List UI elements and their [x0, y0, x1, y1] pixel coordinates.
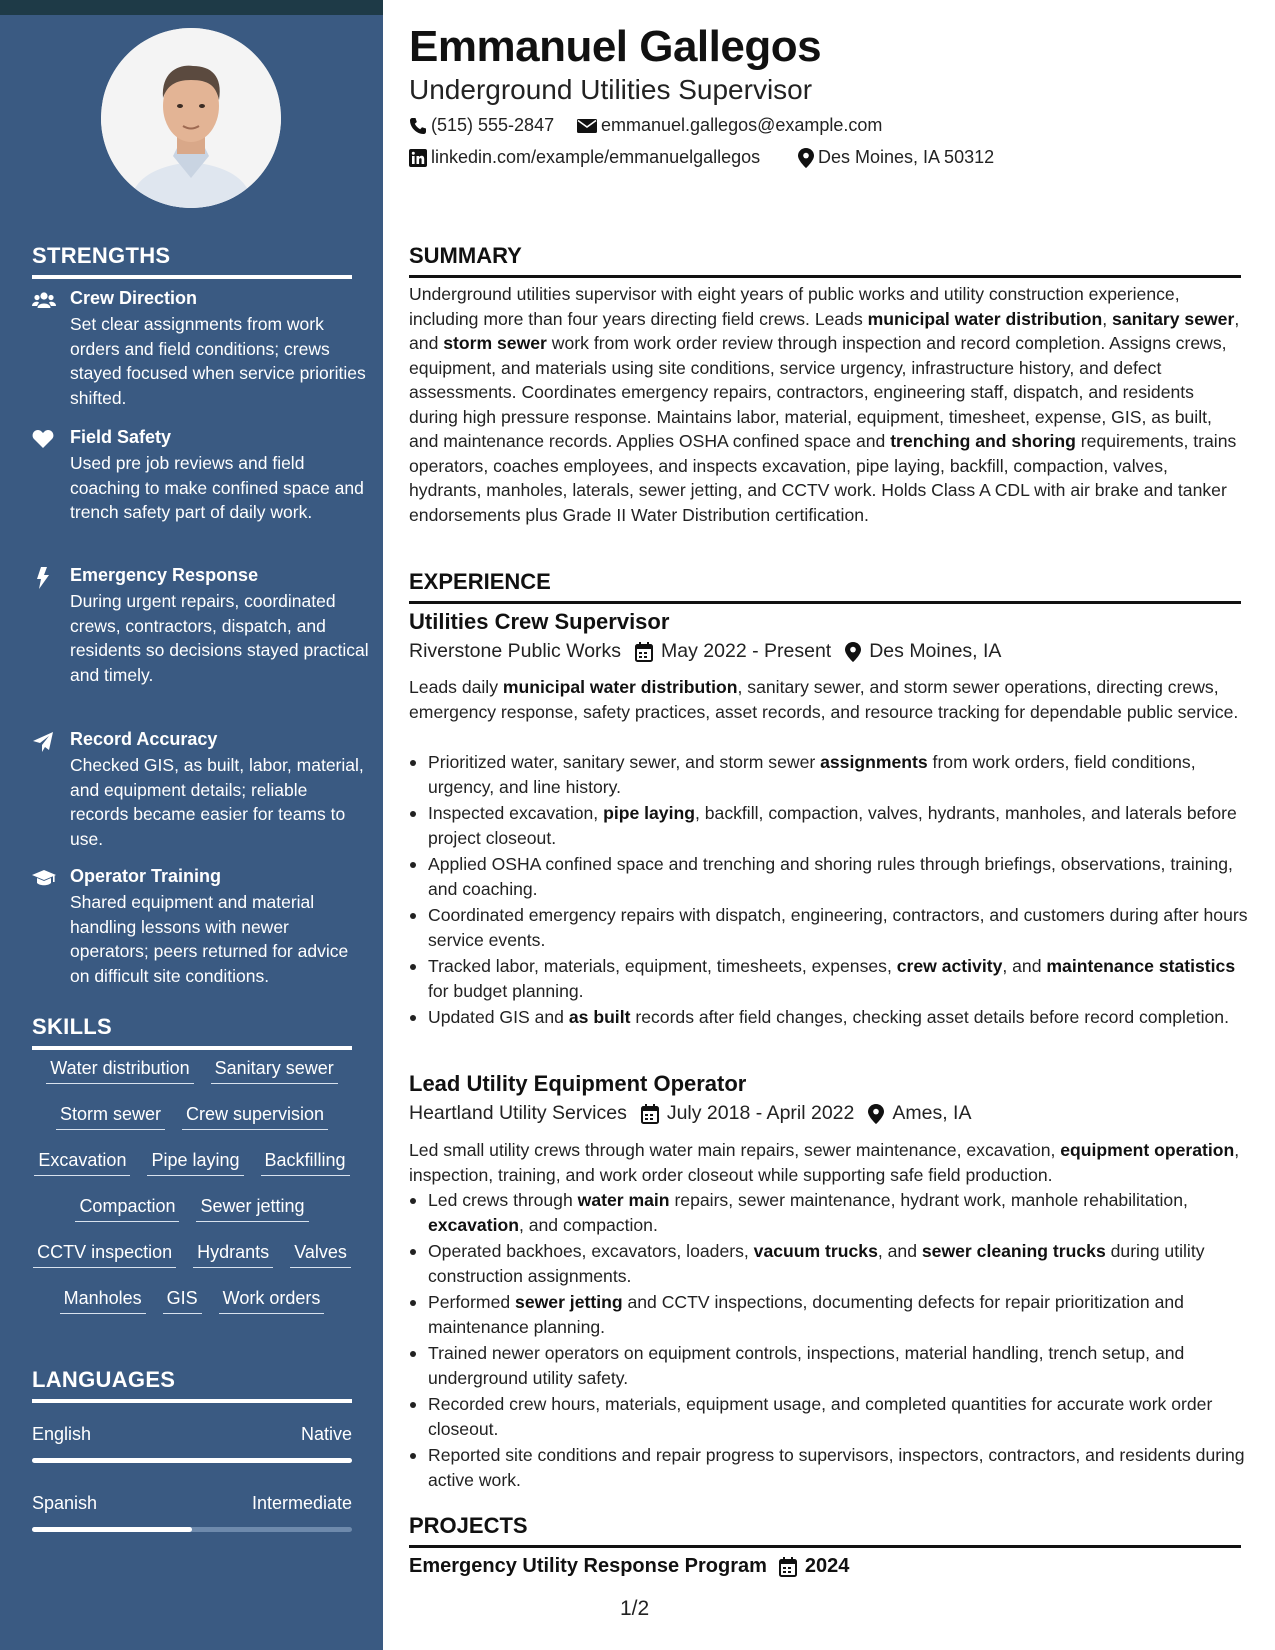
job-bullet: Reported site conditions and repair progress to supervisors, inspectors, contractors, and residents during active work.	[428, 1443, 1260, 1492]
job-bullets	[409, 750, 1260, 1032]
skill-tag: CCTV inspection	[33, 1242, 176, 1268]
language-level: Intermediate	[251, 1493, 352, 1513]
skill-tag: Sewer jetting	[196, 1196, 308, 1222]
job-bullet: Trained newer operators on equipment controls, inspections, material handling, trench setup, and underground utility safety.	[428, 1341, 1260, 1390]
skill-tag: Work orders	[219, 1288, 325, 1314]
language-bar	[32, 1458, 352, 1463]
calendar-icon	[641, 1104, 659, 1124]
calendar-icon	[635, 642, 653, 662]
skill-tag: Valves	[290, 1242, 351, 1268]
location-text: Des Moines, IA 50312	[818, 147, 995, 167]
languages-heading: LANGUAGES	[32, 1367, 352, 1403]
contact-location	[798, 147, 994, 168]
job-bullets	[409, 1188, 1260, 1494]
job-meta	[409, 1102, 971, 1125]
job-company: Riverstone Public Works	[409, 640, 622, 662]
skill-tag: Pipe laying	[147, 1150, 243, 1176]
contact-linkedin[interactable]	[409, 147, 760, 168]
skill-tag: Excavation	[34, 1150, 130, 1176]
job-summary: Led small utility crews through water main repairs, sewer maintenance, excavation, equipment operation, inspection, training, and work order closeout while supporting safe field production.	[409, 1140, 1240, 1185]
job-location: Ames, IA	[892, 1102, 972, 1124]
strength-title: Field Safety	[70, 427, 172, 447]
project-item	[409, 1555, 849, 1578]
skills-heading: SKILLS	[32, 1014, 352, 1050]
profile-photo	[101, 28, 281, 208]
linkedin-icon	[409, 149, 427, 167]
strength-title: Record Accuracy	[70, 729, 218, 749]
strength-title: Crew Direction	[70, 288, 198, 308]
page-number: 1/2	[620, 1597, 650, 1620]
job-bullet: Applied OSHA confined space and trenching and shoring rules through briefings, observations, training, and coaching.	[428, 852, 1260, 901]
map-pin-icon	[798, 148, 814, 168]
strength-desc: Checked GIS, as built, labor, material, and equipment details; reliable records became easier for teams to use.	[70, 755, 364, 849]
language-bar-fill	[32, 1527, 192, 1532]
candidate-name: Emmanuel Gallegos	[409, 22, 822, 71]
language-bar	[32, 1527, 352, 1532]
strength-desc: During urgent repairs, coordinated crews, contractors, dispatch, and residents so decisions stayed practical and timely.	[70, 591, 369, 685]
paper-plane-icon	[32, 731, 56, 753]
skill-tag: Backfilling	[261, 1150, 350, 1176]
skills-list	[32, 1058, 352, 1314]
contact-email[interactable]	[577, 115, 882, 136]
job-meta	[409, 640, 1001, 663]
projects-heading: PROJECTS	[409, 1513, 1241, 1548]
heart-icon	[32, 429, 56, 451]
project-year: 2024	[804, 1555, 850, 1577]
experience-heading: EXPERIENCE	[409, 569, 1241, 604]
job-title: Utilities Crew Supervisor	[409, 609, 670, 634]
skill-tag: Storm sewer	[56, 1104, 165, 1130]
job-title: Lead Utility Equipment Operator	[409, 1071, 747, 1096]
skill-tag: Compaction	[75, 1196, 179, 1222]
language-bar-fill	[32, 1458, 352, 1463]
candidate-role: Underground Utilities Supervisor	[409, 74, 813, 105]
map-pin-icon	[845, 642, 861, 662]
job-company: Heartland Utility Services	[409, 1102, 627, 1124]
job-location: Des Moines, IA	[869, 640, 1002, 662]
job-bullet: Operated backhoes, excavators, loaders, vacuum trucks, and sewer cleaning trucks during utility construction assignments.	[428, 1239, 1260, 1288]
strength-desc: Used pre job reviews and field coaching to make confined space and trench safety part of daily work.	[70, 453, 364, 522]
envelope-icon	[577, 118, 597, 134]
skill-tag: Water distribution	[46, 1058, 193, 1084]
strength-desc: Shared equipment and material handling lessons with newer operators; peers returned for advice on difficult site conditions.	[70, 892, 349, 986]
skill-tag: Crew supervision	[182, 1104, 328, 1130]
job-bullet: Coordinated emergency repairs with dispatch, engineering, contractors, and customers during after hours service events.	[428, 903, 1260, 952]
phone-text: (515) 555-2847	[431, 115, 555, 135]
sidebar-top-band	[0, 0, 383, 15]
contact-phone[interactable]	[409, 115, 554, 136]
strengths-heading: STRENGTHS	[32, 243, 352, 279]
language-level: Native	[300, 1424, 352, 1444]
project-title: Emergency Utility Response Program	[409, 1555, 767, 1577]
job-dates: May 2022 - Present	[661, 640, 832, 662]
sidebar	[0, 0, 383, 1650]
job-bullet: Inspected excavation, pipe laying, backfill, compaction, valves, hydrants, manholes, and laterals before project closeout.	[428, 801, 1260, 850]
map-pin-icon	[868, 1104, 884, 1124]
skill-tag: Manholes	[60, 1288, 146, 1314]
phone-icon	[409, 117, 427, 135]
job-summary: Leads daily municipal water distribution, sanitary sewer, and storm sewer operations, directing crews, emergency response, safety practices, asset records, and resource tracking for dependable public service.	[409, 677, 1239, 722]
email-text: emmanuel.gallegos@example.com	[601, 115, 883, 135]
skill-tag: GIS	[163, 1288, 202, 1314]
users-icon	[32, 290, 56, 312]
linkedin-text: linkedin.com/example/emmanuelgallegos	[431, 147, 761, 167]
calendar-icon	[779, 1557, 797, 1577]
strength-title: Operator Training	[70, 866, 222, 886]
skill-tag: Sanitary sewer	[211, 1058, 338, 1084]
graduation-cap-icon	[32, 868, 56, 890]
summary-text: Underground utilities supervisor with eight years of public works and utility construction experience, including more than four years directing field crews. Leads municipal water distribution, sanitary sewer, and storm sewer work from work order review through inspection and record completion. Assigns crews, equipment, and materials using site conditions, service urgency, infrastructure history, and defect assessments. Coordinates emergency repairs, contractors, engineering staff, dispatch, and residents during high pressure response. Maintains labor, material, equipment, timesheet, expense, GIS, as built, and maintenance records. Applies OSHA confined space and trenching and shoring requirements, trains operators, coaches employees, and inspects excavation, pipe laying, backfill, compaction, valves, hydrants, manholes, laterals, sewer jetting, and CCTV work. Holds Class A CDL with air brake and tanker endorsements plus Grade II Water Distribution certification.	[409, 284, 1240, 525]
job-bullet: Led crews through water main repairs, sewer maintenance, hydrant work, manhole rehabilitation, excavation, and compaction.	[428, 1188, 1260, 1237]
bolt-icon	[32, 567, 56, 589]
job-bullet: Performed sewer jetting and CCTV inspections, documenting defects for repair prioritization and maintenance planning.	[428, 1290, 1260, 1339]
summary-heading: SUMMARY	[409, 243, 1241, 278]
skill-tag: Hydrants	[193, 1242, 273, 1268]
job-bullet: Tracked labor, materials, equipment, timesheets, expenses, crew activity, and maintenance statistics for budget planning.	[428, 954, 1260, 1003]
job-bullet: Prioritized water, sanitary sewer, and storm sewer assignments from work orders, field conditions, urgency, and line history.	[428, 750, 1260, 799]
strength-title: Emergency Response	[70, 565, 259, 585]
job-bullet: Recorded crew hours, materials, equipment usage, and completed quantities for accurate work order closeout.	[428, 1392, 1260, 1441]
strength-desc: Set clear assignments from work orders and field conditions; crews stayed focused when service priorities shifted.	[70, 314, 366, 408]
job-dates: July 2018 - April 2022	[666, 1102, 855, 1124]
language-name: English	[32, 1424, 92, 1444]
language-name: Spanish	[32, 1493, 98, 1513]
job-bullet: Updated GIS and as built records after field changes, checking asset details before record completion.	[428, 1005, 1260, 1030]
